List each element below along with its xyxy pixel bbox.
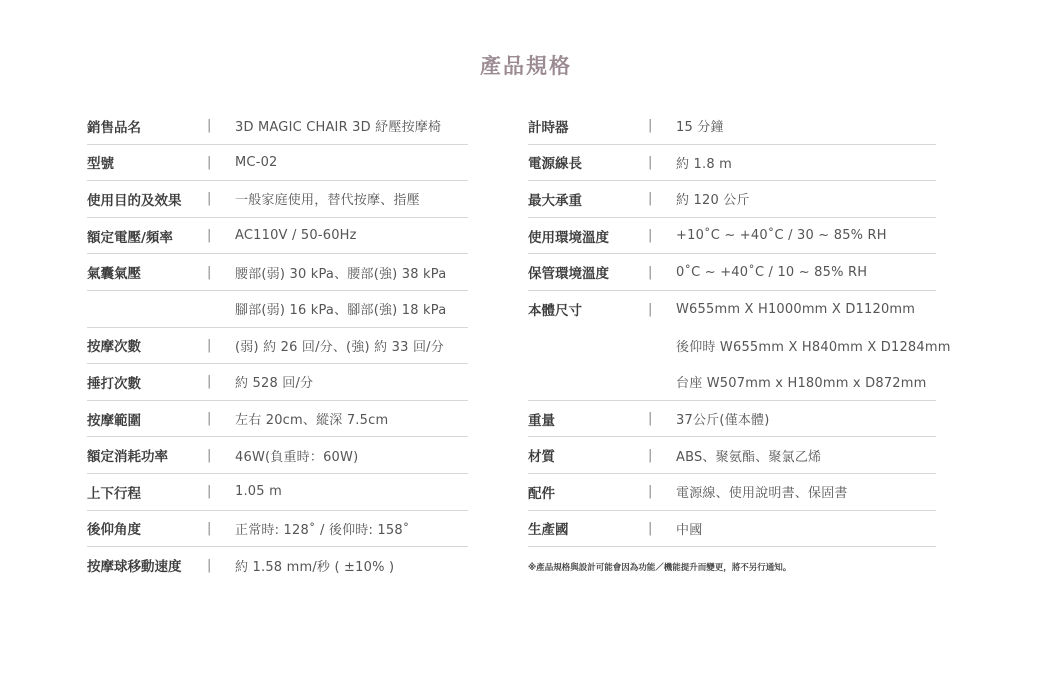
separator: |: [648, 191, 653, 207]
separator: |: [207, 264, 212, 280]
spec-value: 約 528 回/分: [235, 376, 314, 392]
spec-value: 台座 W507mm x H180mm x D872mm: [676, 376, 927, 392]
spec-row-voltage: [87, 218, 468, 255]
spec-value: 正常時: 128˚ / 後仰時: 158˚: [235, 522, 410, 538]
separator: |: [207, 191, 212, 207]
spec-label: 額定消耗功率: [87, 449, 168, 466]
separator: |: [207, 411, 212, 427]
spec-value: 約 1.8 m: [676, 156, 733, 172]
separator: |: [207, 118, 212, 134]
spec-row-model: [87, 145, 468, 182]
separator: |: [207, 520, 212, 536]
page-title: 產品規格: [480, 54, 572, 78]
spec-value: 腳部(弱) 16 kPa、腳部(強) 18 kPa: [235, 303, 447, 319]
spec-row-purpose: [87, 181, 468, 218]
right-spec-column: [528, 108, 951, 547]
spec-label: 配件: [528, 485, 555, 502]
spec-row-airbag-pressure: [87, 254, 468, 291]
spec-row-airbag-pressure-feet: [87, 291, 468, 328]
spec-value: 1.05 m: [235, 484, 282, 500]
spec-row-dimensions-base: [528, 364, 936, 401]
separator: |: [648, 264, 653, 280]
spec-label: 按摩球移動速度: [87, 559, 182, 576]
spec-row-recline-angle: [87, 511, 468, 548]
spec-value: 約 1.58 mm/秒 ( ±10% ): [235, 559, 395, 575]
spec-value: 37公斤(僅本體): [676, 413, 770, 429]
spec-row-massage-range: [87, 401, 468, 438]
spec-value: 3D MAGIC CHAIR 3D 紓壓按摩椅: [235, 120, 442, 136]
spec-row-origin: [528, 511, 936, 548]
spec-row-max-load: [528, 181, 936, 218]
left-spec-column: [87, 108, 468, 584]
spec-value: 電源線、使用說明書、保固書: [676, 486, 848, 502]
spec-row-accessories: [528, 474, 936, 511]
separator: |: [648, 118, 653, 134]
spec-value: W655mm X H1000mm X D1120mm: [676, 301, 916, 317]
spec-label: 生產國: [528, 522, 569, 539]
spec-label: 重量: [528, 412, 555, 429]
spec-label: 電源線長: [528, 156, 582, 173]
spec-label: 型號: [87, 156, 114, 173]
spec-row-timer: [528, 108, 936, 145]
separator: |: [648, 301, 653, 317]
separator: |: [648, 154, 653, 170]
spec-row-dimensions-reclined: [528, 328, 951, 365]
spec-label: 材質: [528, 449, 555, 466]
separator: |: [648, 447, 653, 463]
spec-value: 腰部(弱) 30 kPa、腰部(強) 38 kPa: [235, 266, 447, 282]
separator: |: [207, 484, 212, 500]
separator: |: [207, 557, 212, 573]
spec-value: +10˚C ~ +40˚C / 30 ~ 85% RH: [676, 228, 887, 244]
separator: |: [648, 411, 653, 427]
separator: |: [648, 228, 653, 244]
spec-row-operating-temp: [528, 218, 936, 255]
spec-label: 最大承重: [528, 192, 582, 209]
spec-value: 15 分鐘: [676, 120, 724, 136]
spec-value: 中國: [676, 522, 703, 538]
spec-label: 保管環境溫度: [528, 266, 609, 283]
disclaimer-note: ※產品規格與設計可能會因為功能／機能提升而變更，將不另行通知。: [528, 563, 792, 573]
spec-value: 一般家庭使用，替代按摩、指壓: [235, 193, 420, 209]
spec-row-stroke: [87, 474, 468, 511]
separator: |: [207, 228, 212, 244]
spec-label: 使用目的及效果: [87, 192, 182, 209]
spec-row-tapping-count: [87, 364, 468, 401]
spec-value: (弱) 約 26 回/分、(強) 約 33 回/分: [235, 339, 444, 355]
spec-value: 後仰時 W655mm X H840mm X D1284mm: [676, 340, 951, 356]
spec-label: 計時器: [528, 119, 569, 136]
spec-label: 按摩次數: [87, 339, 141, 356]
spec-label: 本體尺寸: [528, 303, 582, 320]
spec-label: 捶打次數: [87, 375, 141, 392]
separator: |: [207, 337, 212, 353]
separator: |: [207, 447, 212, 463]
spec-label: 銷售品名: [87, 119, 141, 136]
separator: |: [648, 484, 653, 500]
spec-value: ABS、聚氨酯、聚氯乙烯: [676, 449, 822, 465]
spec-row-cord-length: [528, 145, 936, 182]
spec-label: 上下行程: [87, 485, 141, 502]
spec-value: 46W(負重時：60W): [235, 449, 359, 465]
separator: |: [207, 374, 212, 390]
spec-value: 左右 20cm、縱深 7.5cm: [235, 413, 389, 429]
spec-row-massage-count: [87, 328, 468, 365]
spec-label: 後仰角度: [87, 522, 141, 539]
spec-label: 氣囊氣壓: [87, 266, 141, 283]
spec-label: 按摩範圍: [87, 412, 141, 429]
spec-value: AC110V / 50-60Hz: [235, 228, 357, 244]
spec-row-dimensions: [528, 291, 936, 328]
spec-row-power: [87, 437, 468, 474]
spec-label: 使用環境溫度: [528, 229, 609, 246]
spec-row-ball-speed: [87, 547, 468, 584]
spec-value: MC-02: [235, 154, 278, 170]
spec-row-product-name: [87, 108, 468, 145]
spec-value: 約 120 公斤: [676, 193, 750, 209]
spec-row-storage-temp: [528, 254, 936, 291]
spec-row-weight: [528, 401, 936, 438]
separator: |: [207, 154, 212, 170]
separator: |: [648, 520, 653, 536]
spec-value: 0˚C ~ +40˚C / 10 ~ 85% RH: [676, 264, 868, 280]
spec-row-material: [528, 437, 936, 474]
spec-label: 額定電壓/頻率: [87, 229, 173, 246]
